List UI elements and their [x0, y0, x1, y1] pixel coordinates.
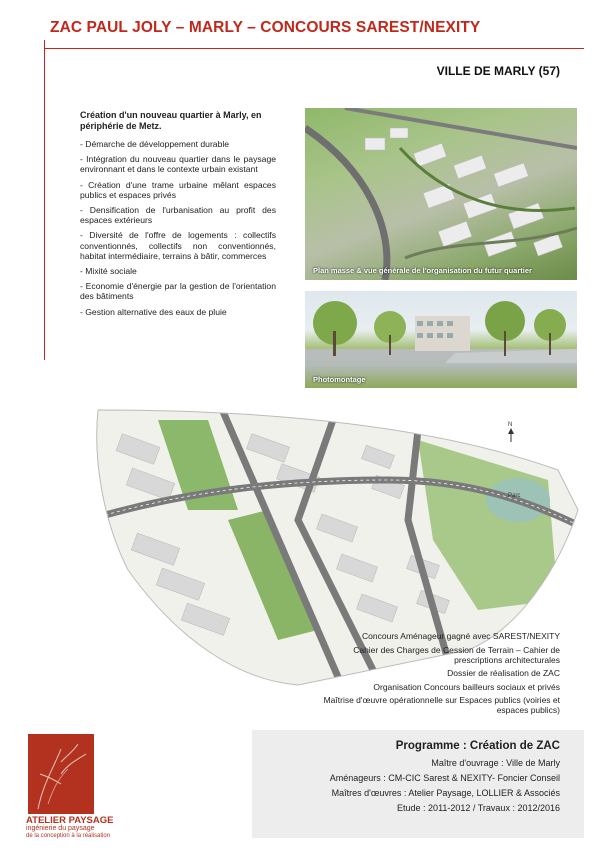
bullet-list	[80, 139, 276, 322]
location-heading: VILLE DE MARLY (57)	[436, 64, 560, 78]
logo-tagline: ingénierie du paysage	[26, 825, 95, 832]
bullet-item: - Economie d'énergie par la gestion de l'orientation des bâtiments	[80, 281, 276, 302]
bullet-item: - Densification de l'urbanisation au profit des espaces extérieurs	[80, 205, 276, 226]
bullet-item: - Mixité sociale	[80, 266, 137, 277]
atelier-paysage-logo	[28, 734, 94, 814]
photomontage-caption: Photomontage	[313, 375, 366, 384]
bullet-item: - Gestion alternative des eaux de pluie	[80, 306, 227, 317]
mission-item: Concours Aménageur gagné avec SAREST/NEXITY	[362, 631, 560, 641]
bullet-item: - Création d'une trame urbaine mêlant espaces publics et espaces privés	[80, 179, 276, 200]
mission-item: Cahier des Charges de Cession de Terrain – Cahier de prescriptions architecturales	[353, 644, 560, 665]
header-divider	[44, 48, 584, 49]
north-label: N	[508, 422, 513, 428]
programme-line: Etude : 2011-2012 / Travaux : 2012/2016	[397, 803, 560, 813]
left-accent-line	[44, 40, 45, 360]
programme-title: Programme : Création de ZAC	[395, 740, 560, 752]
photomontage-image	[305, 291, 577, 388]
mission-list	[320, 631, 560, 719]
programme-line: Aménageurs : CM-CIC Sarest & NEXITY- Foncier Conseil	[329, 773, 560, 783]
programme-line: Maître d'ouvrage : Ville de Marly	[431, 758, 560, 768]
north-arrow-icon	[508, 422, 514, 442]
mission-item: Organisation Concours bailleurs sociaux et privés	[373, 681, 560, 692]
logo-tagline-2: de la conception à la réalisation	[26, 833, 111, 839]
aerial-caption: Plan masse & vue générale de l'organisation du futur quartier	[313, 266, 532, 275]
mission-item: Maîtrise d'œuvre opérationnelle sur Espaces publics (voiries et espaces publics)	[323, 695, 560, 715]
mission-item: Dossier de réalisation de ZAC	[447, 668, 560, 678]
bullet-item: - Diversité de l'offre de logements : collectifs conventionnés, collectifs non conventionnés, habitat intermédiaire, terrains à bâtir, commerces	[80, 230, 276, 261]
bullet-item: - Démarche de développement durable	[80, 139, 230, 149]
bullet-item: - Intégration du nouveau quartier dans le paysage environnant et dans le contexte urbain existant	[80, 154, 276, 175]
aerial-view-image	[305, 108, 577, 280]
page-title: ZAC PAUL JOLY – MARLY – CONCOURS SAREST/NEXITY	[50, 19, 481, 36]
logo-name: ATELIER PAYSAGE	[26, 815, 114, 826]
park-label: Parc	[508, 493, 521, 499]
programme-line: Maîtres d'œuvres : Atelier Paysage, LOLLIER & Associés	[331, 788, 560, 798]
intro-text: Création d'un nouveau quartier à Marly, en périphérie de Metz.	[80, 110, 262, 131]
